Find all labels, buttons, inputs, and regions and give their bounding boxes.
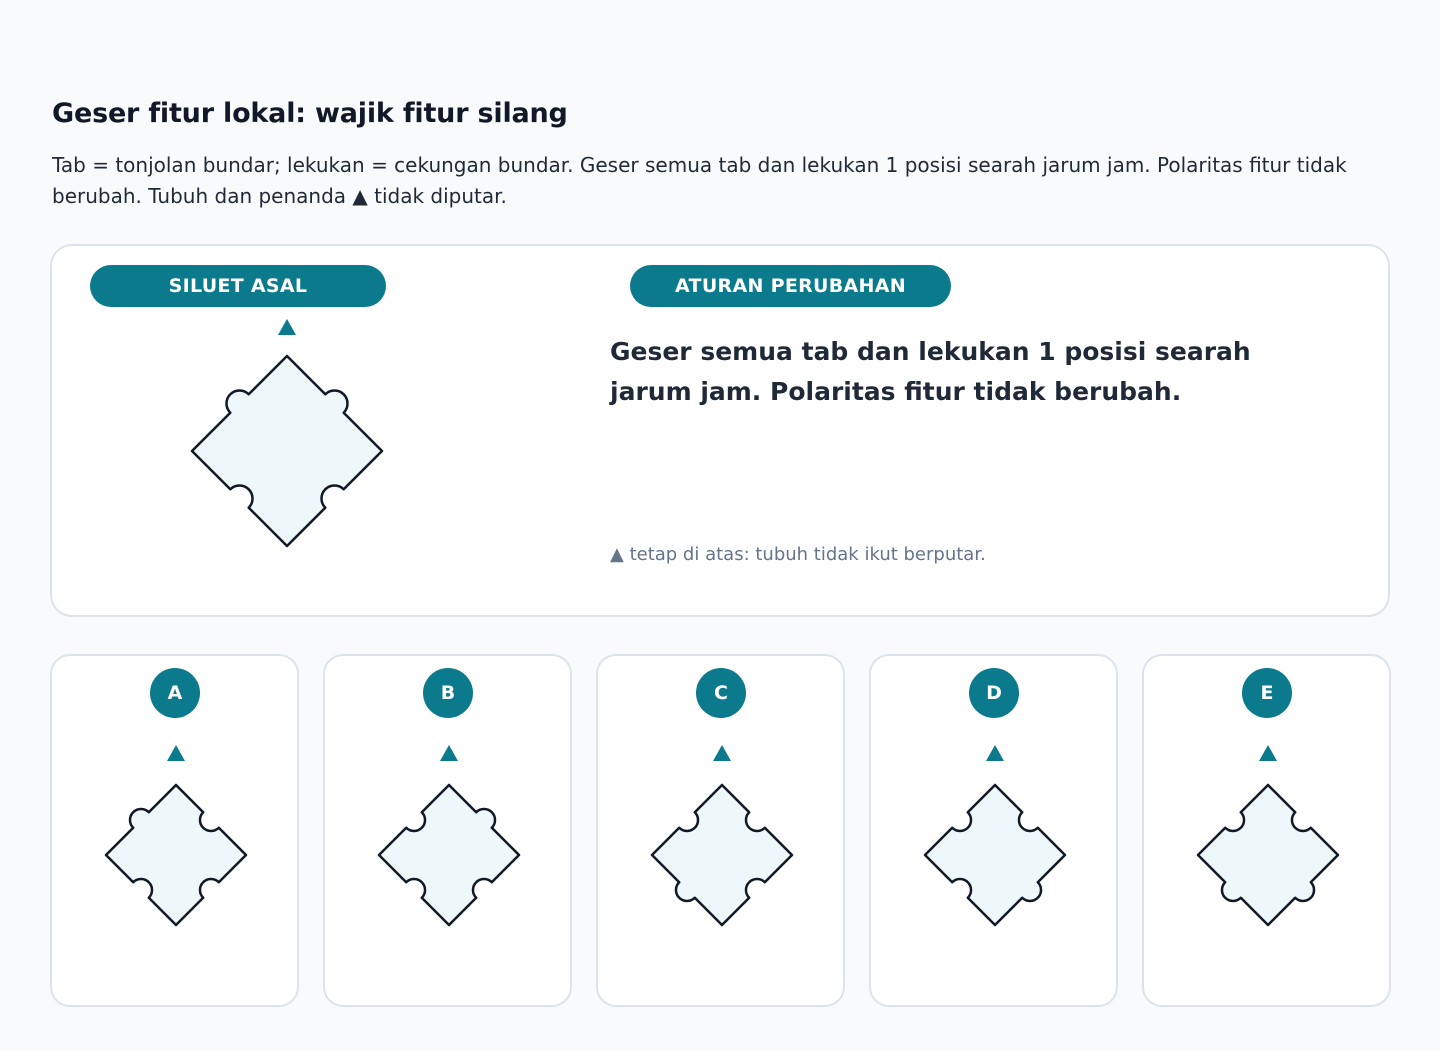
rule-label-pill: ATURAN PERUBAHAN — [630, 265, 951, 307]
source-label-pill: SILUET ASAL — [90, 265, 386, 307]
up-marker-icon — [167, 745, 185, 761]
diamond-body — [379, 785, 519, 925]
up-marker-icon — [986, 745, 1004, 761]
diamond-body — [652, 785, 792, 925]
option-silhouette — [1144, 731, 1393, 946]
page-title: Geser fitur lokal: wajik fitur silang — [52, 98, 568, 129]
up-marker-icon — [278, 319, 296, 335]
diamond-body — [1198, 785, 1338, 925]
option-badge: B — [423, 668, 473, 718]
option-silhouette — [871, 731, 1120, 946]
diamond-body — [925, 785, 1065, 925]
option-card-c[interactable] — [596, 654, 845, 1007]
option-badge: D — [969, 668, 1019, 718]
up-marker-icon — [1259, 745, 1277, 761]
up-marker-icon — [440, 745, 458, 761]
option-card-a[interactable] — [50, 654, 299, 1007]
question-panel — [50, 244, 1390, 617]
up-marker-icon — [713, 745, 731, 761]
option-badge: E — [1242, 668, 1292, 718]
rule-text: Geser semua tab dan lekukan 1 posisi searah jarum jam. Polaritas fitur tidak berubah. — [610, 337, 1251, 406]
option-card-e[interactable] — [1142, 654, 1391, 1007]
option-badge: A — [150, 668, 200, 718]
option-silhouette — [325, 731, 574, 946]
option-silhouette — [52, 731, 301, 946]
diamond-body — [192, 356, 382, 546]
option-card-b[interactable] — [323, 654, 572, 1007]
option-silhouette — [598, 731, 847, 946]
rule-note: ▲ tetap di atas: tubuh tidak ikut berputar. — [610, 544, 986, 565]
option-card-d[interactable] — [869, 654, 1118, 1007]
source-silhouette — [172, 312, 442, 562]
option-badge: C — [696, 668, 746, 718]
instructions-text: Tab = tonjolan bundar; lekukan = cekungan bundar. Geser semua tab dan lekukan 1 posisi searah jarum jam. Polaritas fitur tidak berubah. Tubuh dan penanda ▲ tidak diputar. — [52, 153, 1347, 208]
diamond-body — [106, 785, 246, 925]
